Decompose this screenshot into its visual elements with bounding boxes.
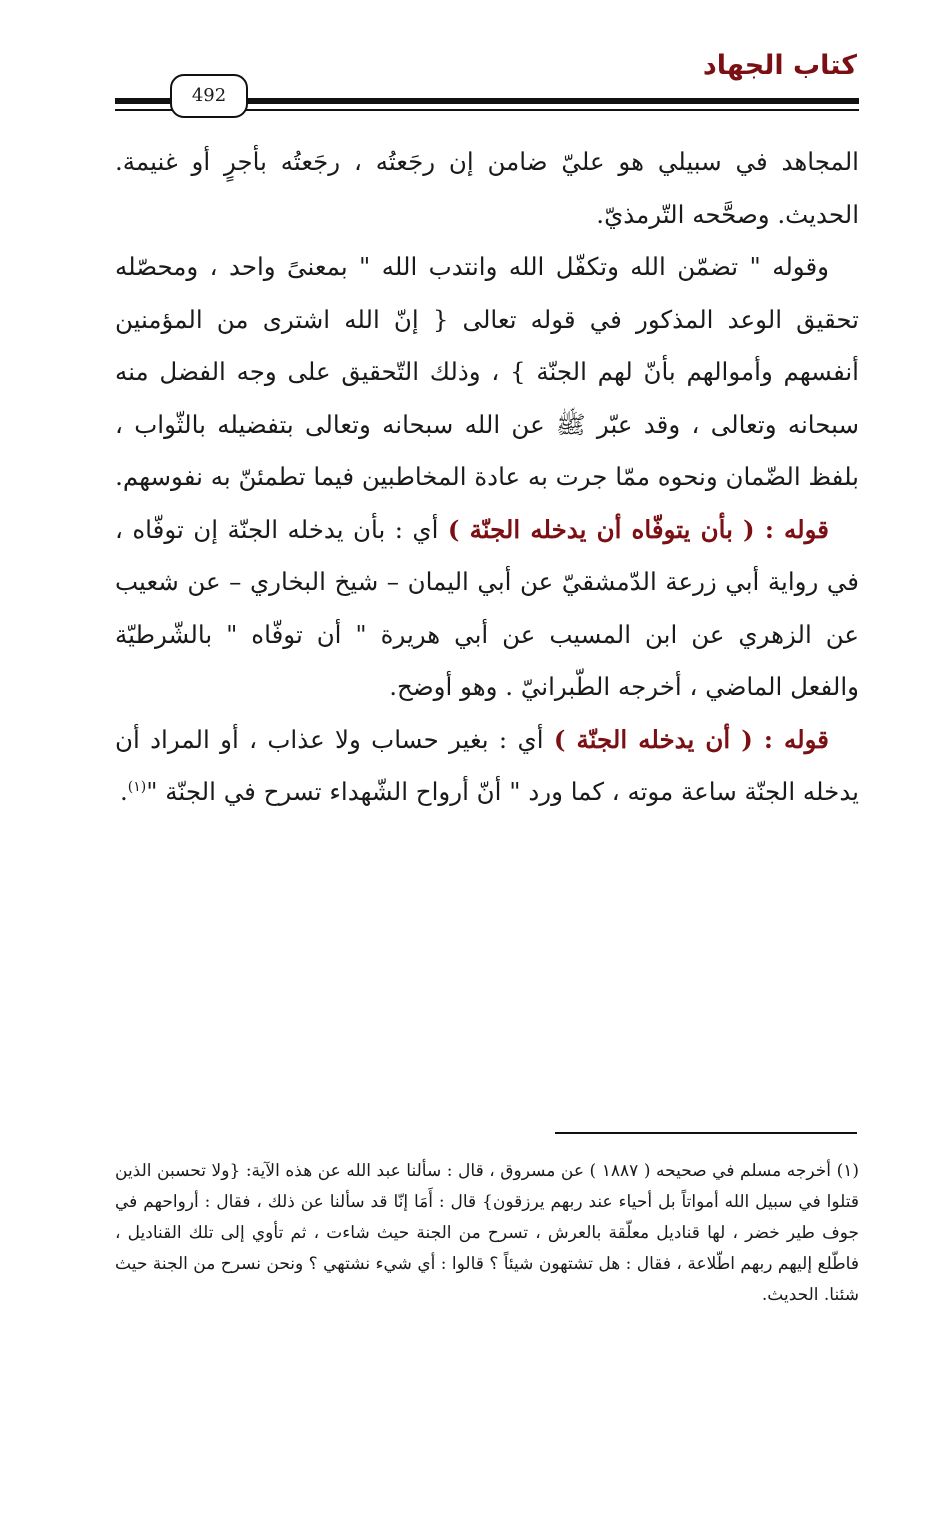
paragraph-4-end: . <box>119 777 128 806</box>
commentary-lead-2: قوله : ( أن يدخله الجنّة ) <box>553 724 830 754</box>
footnote-reference[interactable]: (١) <box>127 778 147 795</box>
footnote-text: (١) أخرجه مسلم في صحيحه ( ١٨٨٧ ) عن مسروق ، قال : سألنا عبد الله عن هذه الآية: {ولا تحسبن الذين قتلوا في سبيل الله أمواتاً بل أحياء عند ربهم يرزقون} قال : أَمَا إنّا قد سألنا عن ذلك ، فقال : أرواحهم في جوف طير خضر ، لها قناديل معلّقة بالعرش ، تسرح من الجنة حيث شاءت ، ثم تأوي إلى تلك القناديل ، فاطّلع إليهم ربهم اطّلاعة ، فقال : هل تشتهون شيئاً ؟ قالوا : أي شيء نشتهي ؟ ونحن نسرح من الجنة حيث شئنا. الحديث. <box>115 1161 860 1305</box>
commentary-lead-1: قوله : ( بأن يتوفّاه أن يدخله الجنّة ) <box>447 514 829 544</box>
book-title: كتاب الجهاد <box>702 50 857 81</box>
footnote <box>115 1156 859 1311</box>
paragraph-4-text: أي : بغير حساب ولا عذاب ، أو المراد أن يدخله الجنّة ساعة موته ، كما ورد " أنّ أرواح الشّهداء تسرح في الجنّة " <box>115 724 859 806</box>
paragraph-2: وقوله " تضمّن الله وتكفّل الله وانتدب الله " بمعنىً واحد ، ومحصّله تحقيق الوعد المذكور في قوله تعالى { إنّ الله اشترى من المؤمنين أنفسهم وأموالهم بأنّ لهم الجنّة } ، وذلك التّحقيق على وجه الفضل منه سبحانه وتعالى ، وقد عبّر ﷺ عن الله سبحانه وتعالى بتفضيله بالثّواب ، بلفظ الضّمان ونحوه ممّا جرت به عادة المخاطبين فيما تطمئنّ به نفوسهم. <box>115 252 859 491</box>
paragraph-4 <box>115 714 859 819</box>
paragraph-3-text: أي : بأن يدخله الجنّة إن توفّاه ، في رواية أبي زرعة الدّمشقيّ عن أبي اليمان – شيخ البخاري – عن شعيب عن الزهري عن ابن المسيب عن أبي هريرة " أن توفّاه " بالشّرطيّة والفعل الماضي ، أخرجه الطّبرانيّ . وهو أوضح. <box>115 514 859 701</box>
footnote-separator <box>555 1132 857 1134</box>
paragraph-1: المجاهد في سبيلي هو عليّ ضامن إن رجَعتُه ، رجَعتُه بأجرٍ أو غنيمة. الحديث. وصحَّحه التّرمذيّ. <box>115 147 859 229</box>
page-number-badge: 492 <box>170 74 248 118</box>
page-header <box>0 0 945 120</box>
main-text <box>115 136 859 819</box>
paragraph-3 <box>115 504 859 714</box>
